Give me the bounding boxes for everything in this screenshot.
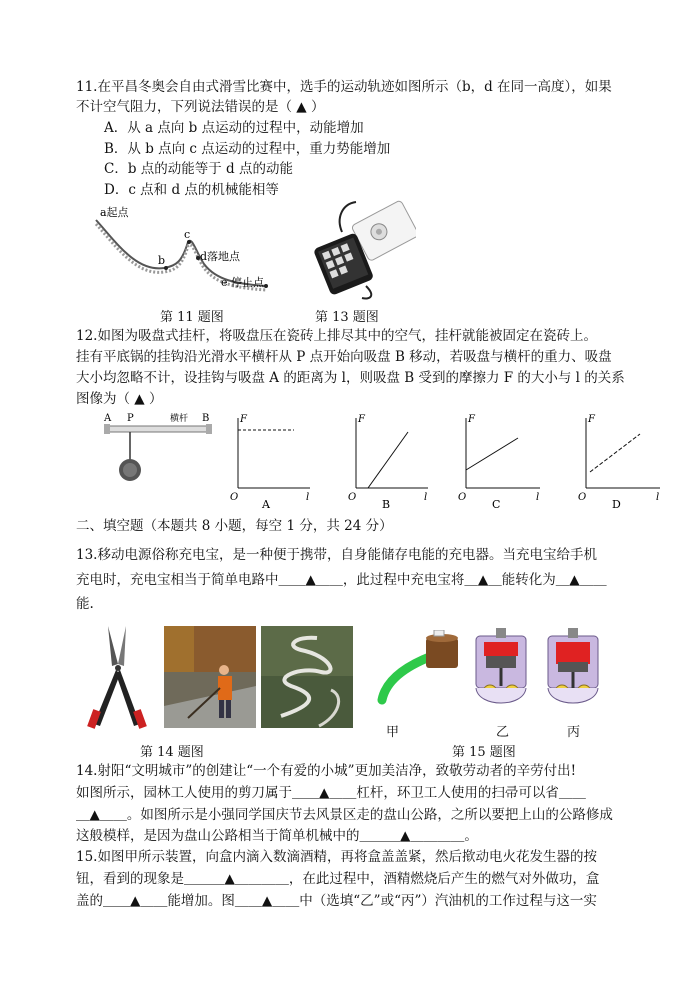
q12-line3: 大小均忽略不计，设挂钩与吸盘 A 的距离为 l，则吸盘 B 受到的摩擦力 F 的大小与 l 的关系 (76, 370, 625, 386)
q12-graph-b-o: O (348, 492, 357, 503)
q15-line2: 钮，看到的现象是＿＿＿▲＿＿＿＿，在此过程中，酒精燃烧后产生的燃气对外做功，盒 (76, 871, 600, 887)
q14-line4: 这般模样，是因为盘山公路相当于简单机械中的＿＿＿▲＿＿＿＿。 (76, 828, 478, 844)
q12-graph-b-y: F (358, 414, 365, 425)
q14-line3: ＿▲＿＿。如图所示是小强同学国庆节去风景区走的盘山公路，之所以要把上山的公路修成 (76, 807, 613, 823)
q12-graph-d-x: l (656, 492, 660, 503)
q14-street-sweeper-photo (164, 626, 256, 728)
q14-scissors-figure (78, 624, 156, 730)
q12-graph-c-o: O (458, 492, 467, 503)
q11-label-d: d落地点 (200, 250, 241, 263)
q15-line1: 15.如图甲所示装置，向盒内滴入数滴酒精，再将盒盖盖紧，然后揿动电火花发生器的按 (76, 849, 597, 865)
q15-label-bing: 丙 (567, 725, 581, 740)
q14-line1: 14.射阳“文明城市”的创建让“一个有爱的小城”更加美洁净，致敬劳动者的辛劳付出! (76, 763, 576, 779)
q12-label-p: P (127, 413, 134, 424)
q11-label-a: a起点 (100, 206, 129, 219)
q13-line1: 13.移动电源俗称充电宝，是一种便于携带，自身能储存电能的充电器。当充电宝给手机 (76, 547, 597, 563)
q12-line2: 挂有平底锅的挂钩沿光滑水平横杆从 P 点开始向吸盘 B 移动，若吸盘与横杆的重力、吸盘 (76, 349, 612, 365)
q15-yi-engine-figure (468, 628, 534, 710)
q11-label-c: c (184, 228, 191, 241)
q14-mountain-road-photo (261, 626, 353, 728)
q13-line2: 充电时，充电宝相当于简单电路中＿＿▲＿＿，此过程中充电宝将＿▲＿能转化为＿▲＿＿ (76, 572, 607, 588)
q15-jia-figure (376, 630, 462, 706)
q11-label-e: e 停止点 (221, 276, 265, 289)
q12-graph-d-letter: D (612, 498, 621, 510)
q15-caption: 第 15 题图 (452, 745, 516, 760)
q12-line1: 12.如图为吸盘式挂杆，将吸盘压在瓷砖上排尽其中的空气，挂杆就能被固定在瓷砖上。 (76, 328, 597, 344)
q12-hanger-rod-figure (100, 410, 218, 498)
q12-label-b: B (202, 413, 210, 424)
q15-line3: 盖的＿＿▲＿＿能增加。图＿＿▲＿＿中（选填“乙”或“丙”）汽油机的工作过程与这一实 (76, 893, 597, 909)
q12-graph-d (576, 410, 668, 510)
q11-line1: 11.在平昌冬奥会自由式滑雪比赛中，选手的运动轨迹如图所示（b，d 在同一高度），如果 (76, 79, 612, 95)
q15-label-yi: 乙 (496, 725, 510, 740)
q13-powerbank-figure (306, 198, 416, 302)
q13-caption: 第 13 题图 (315, 310, 379, 325)
q12-graph-a-y: F (240, 414, 247, 425)
q12-line4: 图像为（ ▲ ） (76, 391, 163, 407)
q12-graph-a (228, 410, 318, 510)
q11-ski-track-figure (86, 202, 286, 294)
q14-line2: 如图所示，园林工人使用的剪刀属于＿＿▲＿＿杠杆，环卫工人使用的扫帚可以省＿＿ (76, 785, 586, 801)
q12-graph-c (456, 410, 548, 510)
q11-option-d: D．c 点和 d 点的机械能相等 (104, 182, 279, 198)
q11-line2: 不计空气阻力，下列说法错误的是（ ▲ ） (76, 99, 325, 115)
section-2-heading: 二、填空题（本题共 8 小题，每空 1 分，共 24 分） (76, 518, 393, 534)
q14-caption: 第 14 题图 (140, 745, 204, 760)
q11-caption: 第 11 题图 (160, 310, 224, 325)
q11-option-b: B．从 b 点向 c 点运动的过程中，重力势能增加 (104, 141, 391, 157)
q12-graph-c-letter: C (492, 498, 501, 510)
q11-option-a: A．从 a 点向 b 点运动的过程中，动能增加 (104, 120, 364, 136)
q11-option-c: C．b 点的动能等于 d 点的动能 (104, 161, 293, 177)
q12-graph-d-o: O (578, 492, 587, 503)
q15-bing-engine-figure (540, 628, 606, 710)
q12-graph-b-x: l (424, 492, 428, 503)
q12-graph-c-y: F (468, 414, 475, 425)
q12-label-a: A (104, 413, 112, 424)
q11-label-b: b (158, 254, 166, 267)
q15-label-jia: 甲 (386, 725, 400, 740)
q12-graph-c-x: l (536, 492, 540, 503)
q13-line3: 能. (76, 596, 94, 612)
q12-graph-a-letter: A (262, 498, 270, 510)
q12-graph-a-x: l (306, 492, 310, 503)
q12-label-rod: 横杆 (170, 414, 189, 424)
q12-graph-b (346, 410, 436, 510)
q12-graph-d-y: F (588, 414, 595, 425)
q12-graph-b-letter: B (382, 498, 391, 510)
q12-graph-a-o: O (230, 492, 239, 503)
